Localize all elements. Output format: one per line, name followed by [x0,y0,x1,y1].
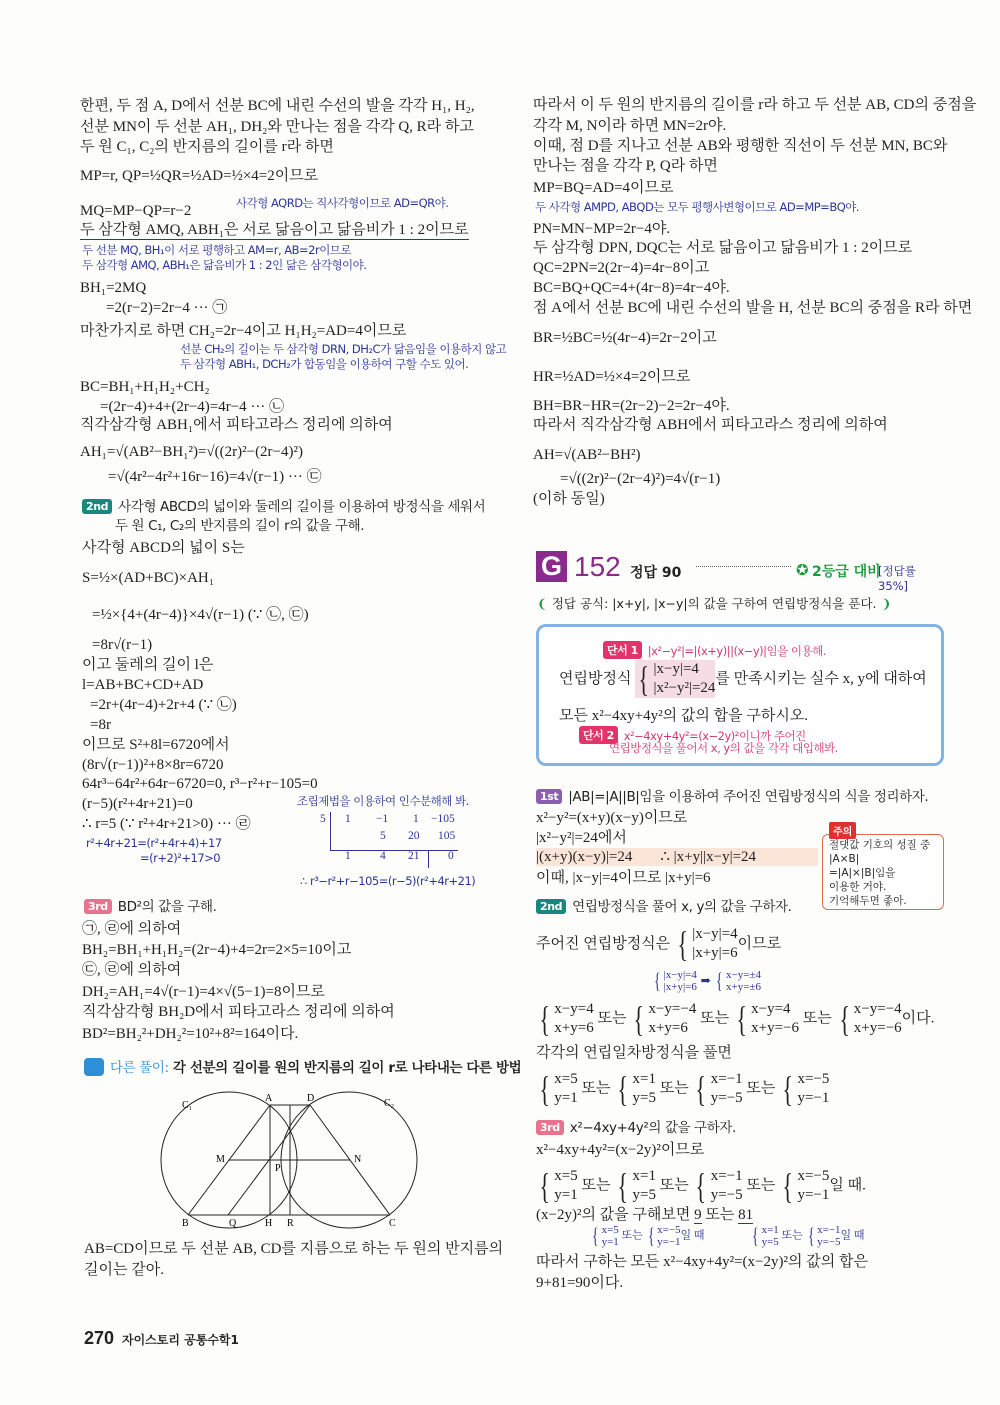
text-line: AB=CD이므로 두 선분 AB, CD를 지름으로 하는 두 원의 반지름의 [84,1241,504,1257]
step-title: 연립방정식을 풀어 x, y의 값을 구하자. [572,899,792,915]
math: ∴ |x+y||x−y|=24 [660,849,757,865]
coef: 1 [345,813,351,825]
solution: y=−5 [710,1090,743,1106]
text: 이므로 [737,936,782,952]
text-line: (이하 동일) [533,491,605,507]
coef: 1 [413,813,419,825]
formula-text: 정답 공식: |x+y|, |x−y|의 값을 구하여 연립방정식을 푼다. [551,596,877,611]
math-line: QC=2PN=2(2r−4)=4r−8이고 [533,260,710,276]
hint-tag: 단서 2 [579,726,618,744]
or-text: 또는 [597,1010,627,1027]
label-c2: C₂ [384,1098,395,1109]
math-line: x²−y²=(x+y)(x−y)이므로 [536,810,688,826]
alt-label: 다른 풀이: [110,1060,169,1076]
math-line: |x²−y²|=24에서 [536,830,627,846]
equation: x−y=−4 [648,1001,697,1017]
text-line: 9+81=90이다. [536,1275,624,1291]
solution: y=1 [554,1187,578,1203]
solution: x=−1 [710,1071,743,1087]
math-line: =√(4r²−4r²+16r−16)=4√(r−1) ··· ㉢ [108,469,322,485]
math-line: PN=MN−MP=2r−4야. [533,221,671,237]
solution: y=1 [601,1236,619,1248]
or-text: 또는 [802,1010,832,1027]
equation: |x+y|=6 [692,945,738,961]
given-line: 주어진 연립방정식은 { |x−y|=4 |x+y|=6 이므로 [536,924,782,964]
step-1st [536,788,928,806]
coef: −105 [431,813,455,825]
problem-line-1 [559,660,927,698]
divisor: 5 [320,813,326,825]
solution: y=1 [554,1090,578,1106]
step-3rd [536,1119,736,1137]
text-line: 두 원 C₁, C₂의 반지름의 길이를 r라 하면 [80,139,334,155]
text-line: 두 삼각형 DPN, DQC는 서로 닮음이고 닮음비가 1 : 2이므로 [533,240,913,256]
problem-number: 152 [574,551,621,582]
coef: 1 [345,850,351,862]
text-line: 이고 둘레의 길이 l은 [82,657,214,673]
step-title: x²−4xy+4y²의 값을 구하자. [569,1120,736,1136]
equation: |x−y|=4 [653,661,699,677]
step-badge: 3rd [536,1120,564,1135]
math-line: l=AB+BC+CD+AD [82,677,204,693]
problem-letter: G [536,551,567,582]
caution-text: |A×B| [829,853,860,865]
equation: x+y=−6 [751,1020,800,1036]
note-81: { x=1 y=5 또는 { x=−1 y=−5 일 때 [752,1223,865,1248]
solution: y=−1 [797,1090,830,1106]
or-text: 또는 [621,1229,643,1242]
equation: |x+y|=6 [663,981,697,993]
solution: x=1 [761,1224,779,1236]
math-line: =2r+(4r−4)+2r+4 (∵ ㉡) [90,697,237,713]
note: 사각형 AQRD는 직사각형이므로 AD=QR야. [236,196,449,210]
math-line: AH₁=√(AB²−BH₁²)=√((2r)²−(2r−4)²) [80,444,304,460]
systems-line: { x−y=4 x+y=6 또는 { x−y=−4 x+y=6 또는 { x−y=4 x+y=−6 또는 { x−y=−4 x+y=−6 이다. [539,999,935,1039]
caution-box [822,834,944,910]
coef: 21 [408,850,420,862]
synthetic-division [318,812,463,870]
text-line: 한편, 두 점 A, D에서 선분 BC에 내린 수선의 발을 각각 H₁, H₂, [80,98,475,114]
text-line: 직각삼각형 ABH₁에서 피타고라스 정리에 의하여 [80,417,393,433]
solution: x=−1 [710,1168,743,1184]
text-line: 각각 M, N이라 하면 MN=2r야. [533,118,727,134]
or-text: 또는 [705,1207,735,1223]
hint-text: x²−4xy+4y²=(x−2y)²이니까 주어진 [623,729,806,743]
page-number: 270 [84,1328,115,1348]
math-line: =8r√(r−1) [92,637,153,653]
math-line: MQ=MP−QP=r−2 [80,203,192,219]
value-81: 81 [738,1207,754,1223]
note: =(r+2)²+17>0 [140,851,221,865]
math-line [536,1206,753,1224]
equation: |x−y|=4 [663,969,697,981]
text-line: ㉠, ㉣에 의하여 [82,921,182,937]
solution: y=−5 [817,1236,841,1248]
equation: |x²−y²|=24 [653,680,716,696]
solution: y=−5 [710,1187,743,1203]
answer: 정답 90 [630,565,682,581]
note: 조립제법을 이용하여 인수분해해 봐. [297,794,469,808]
math-line: x²−4xy+4y²=(x−2y)²이므로 [536,1142,705,1158]
step-title: |AB|=|A||B|임을 이용하여 주어진 연립방정식의 식을 정리하자. [568,789,929,805]
text: 일 때 [680,1229,705,1242]
label-h: H [265,1218,273,1229]
step-badge: 2nd [82,499,112,514]
label-r: R [287,1218,294,1229]
solution: y=5 [632,1090,656,1106]
note: r²+4r+21=(r²+4r+4)+17 [86,836,222,850]
math-line: DH₂=AH₁=4√(r−1)=4×√(5−1)=8이므로 [82,984,325,1000]
hint-2-cont: 연립방정식을 풀어서 x, y의 값을 각각 대입해봐. [609,741,838,755]
text-line: ㉢, ㉣에 의하여 [82,962,182,978]
text: 일 때. [829,1177,866,1194]
text-line: 길이는 같아. [84,1262,164,1278]
coef: 105 [438,830,456,842]
math-line: =½×{4+(4r−4)}×4√(r−1) (∵ ㉡, ㉢) [92,607,309,623]
math-line: (8r√(r−1))²+8×8r=6720 [82,757,224,773]
or-text: 또는 [659,1177,689,1194]
solution: y=−1 [657,1236,681,1248]
or-text: 또는 [659,1080,689,1097]
or-text: 또는 [781,1229,803,1242]
or-text: 또는 [746,1177,776,1194]
problem-header [536,551,946,593]
step-title-cont: 두 원 C₁, C₂의 반지름의 길이 r의 값을 구해. [115,518,365,534]
solution: x=−5 [657,1224,681,1236]
book-title: 자이스토리 공통수학1 [122,1333,239,1347]
hint-text: |x²−y²|=|(x+y)||(x−y)|임을 이용해. [647,644,826,658]
or-text: 또는 [581,1080,611,1097]
correct-rate: [정답률 35%] [878,564,916,593]
solutions-line: { x=5 y=1 또는 { x=1 y=5 또는 { x=−1 y=−5 또는 { x=−5 y=−1 [539,1069,830,1109]
text-line: 이때, 점 D를 지나고 선분 AB와 평행한 직선이 두 선분 MN, BC와 [533,138,948,154]
arrow-right-icon: ➡ [700,973,711,988]
equation: |x−y|=4 [692,926,738,942]
hint-1 [603,641,826,659]
equation: x−y=−4 [853,1001,902,1017]
text-line: 만나는 점을 각각 P, Q라 하면 [533,158,718,174]
equation: x+y=6 [554,1020,594,1036]
or-text: 또는 [700,1010,730,1027]
text-line: 따라서 구하는 모든 x²−4xy+4y²=(x−2y)²의 값의 합은 [536,1254,868,1270]
step-title: 사각형 ABCD의 넓이와 둘레의 길이를 이용하여 방정식을 세워서 [118,499,486,515]
equation: x−y=4 [751,1001,791,1017]
math-line: 마찬가지로 하면 CH₂=2r−4이고 H₁H₂=AD=4이므로 [80,323,407,339]
math: |(x+y)(x−y)|=24 [536,849,633,865]
math-line: =2(r−2)=2r−4 ··· ㉠ [106,300,228,316]
math-line: BH₂=BH₁+H₁H₂=(2r−4)+4=2r=2×5=10이고 [82,942,352,958]
equation: x+y=−6 [853,1020,902,1036]
note: 선분 CH₂의 길이는 두 삼각형 DRN, DH₂C가 닮음임을 이용하지 않고 [180,342,507,356]
text-line: 따라서 직각삼각형 ABH에서 피타고라스 정리에 의하여 [533,417,888,433]
math-line: 이때, |x−y|=4이므로 |x+y|=6 [536,870,711,886]
problem-text: 를 만족시키는 실수 x, y에 대하여 [715,671,927,687]
text: 주어진 연립방정식은 [536,936,671,952]
label-c1: C₁ [182,1100,193,1111]
caution-text: =|A|×|B|임을 [829,867,896,879]
text-line: 이므로 S²+8l=6720에서 [82,737,230,753]
text-line: 직각삼각형 BH₂D에서 피타고라스 정리에 의하여 [82,1004,395,1020]
problem-text: 연립방정식 [559,671,632,687]
math-line: 64r³−64r²+64r−6720=0, r³−r²+r−105=0 [82,776,318,792]
solution: x=1 [632,1071,656,1087]
text-line: 점 A에서 선분 BC에 내린 수선의 발을 H, 선분 BC의 중점을 R라 하면 [533,300,973,316]
text: (x−2y)²의 값을 구해보면 [536,1207,691,1223]
coef: −1 [376,813,389,825]
coef: 5 [380,830,386,842]
math-line: MP=r, QP=½QR=½AD=½×4=2이므로 [80,168,319,184]
caution-tag: 주의 [829,822,856,839]
dice-icon [84,1058,104,1076]
coef: 4 [380,850,386,862]
math-line-highlight [536,848,818,866]
step-badge: 1st [536,789,562,804]
solution: x=−5 [797,1168,830,1184]
problem-box [536,624,944,766]
text: 이다. [901,1010,935,1027]
text-line: 각각의 연립일차방정식을 풀면 [536,1045,732,1061]
math-line: ∴ r=5 (∵ r²+4r+21>0) ··· ㉣ [82,816,251,832]
note: 두 삼각형 ABH₁, DCH₂가 합동임을 이용하여 구할 수도 있어. [180,357,469,371]
coef: 20 [408,830,420,842]
label-q: Q [229,1218,237,1229]
math-line: =√((2r)²−(2r−4)²)=4√(r−1) [560,471,721,487]
or-text: 또는 [581,1177,611,1194]
solution: x=−5 [797,1071,830,1087]
equation-system: { |x−y|=4 |x²−y²|=24 [635,660,715,698]
solution: x=−1 [817,1224,841,1236]
label-n: N [354,1154,362,1165]
value-9: 9 [694,1207,702,1223]
alt-solution-header [84,1058,521,1077]
coef: 0 [448,850,454,862]
step-badge: 3rd [84,899,112,914]
math-line: =(2r−4)+4+(2r−4)=4r−4 ··· ㉡ [100,399,285,415]
math-line: BC=BH₁+H₁H₂+CH₂ [80,379,210,395]
math-line: BC=BQ+QC=4+(4r−8)=4r−4야. [533,280,730,296]
equation: x+y=±6 [726,981,761,993]
label-m: M [216,1154,225,1165]
note: 두 삼각형 AMQ, ABH₁은 닮음비가 1 : 2인 닮은 삼각형이야. [82,258,367,272]
label-a: A [265,1093,273,1104]
text: 일 때 [840,1229,865,1242]
level: 2등급 대비 [812,564,881,580]
caution-text: 이용한 거야. [829,881,887,893]
math-line: BH=BR−HR=(2r−2)−2=2r−4야. [533,398,730,414]
label-p: P [275,1163,281,1174]
solution: y=5 [761,1236,779,1248]
text-line: 따라서 이 두 원의 반지름의 길이를 r라 하고 두 선분 AB, CD의 중점을 [533,97,977,113]
math-line: BH₁=2MQ [80,280,147,296]
transform-note: { |x−y|=4 |x+y|=6 ➡ { x−y=±4 x+y=±6 [654,968,761,993]
label-d: D [307,1093,315,1104]
step-3rd [84,898,217,916]
label-c: C [389,1218,396,1229]
two-circles-diagram [150,1090,420,1230]
math-line: AH=√(AB²−BH²) [533,447,641,463]
math-line: BR=½BC=½(4r−4)=2r−2이고 [533,330,717,346]
math-line: =8r [90,717,111,733]
note-9: { x=5 y=1 또는 { x=−5 y=−1 일 때 [592,1223,705,1248]
or-text: 또는 [746,1080,776,1097]
alt-title: 각 선분의 길이를 원의 반지름의 길이 r로 나타내는 다른 방법 [172,1060,522,1076]
equation: x−y=±4 [726,969,761,981]
note: 두 선분 MQ, BH₁이 서로 평행하고 AM=r, AB=2r이므로 [82,243,352,257]
note: 두 사각형 AMPD, ABQD는 모두 평행사변형이므로 AD=MP=BQ야. [535,200,860,214]
caution-text: 기억해두면 좋아. [829,895,907,907]
caution-text: 절댓값 기호의 성질 중 [829,839,931,851]
math-line: 두 삼각형 AMQ, ABH₁은 서로 닮음이고 닮음비가 1 : 2이므로 [80,222,469,238]
solution: x=5 [601,1224,619,1236]
step-2nd [536,898,792,916]
math-line: BD²=BH₂²+DH₂²=10²+8²=164이다. [82,1026,299,1042]
label-b: B [182,1218,189,1229]
note: ∴ r³−r²+r−105=(r−5)(r²+4r+21) [300,874,476,888]
math-line: S=½×(AD+BC)×AH₁ [82,570,214,586]
text-line: 선분 MN이 두 선분 AH₁, DH₂와 만나는 점을 각각 Q, R라 하고 [80,119,474,135]
step-2nd [82,498,485,516]
step-badge: 2nd [536,899,566,914]
problem-line-2: 모든 x²−4xy+4y²의 값의 합을 구하시오. [559,708,809,724]
equation: x+y=6 [648,1020,688,1036]
math-line: HR=½AD=½×4=2이므로 [533,369,691,385]
solution: y=5 [632,1187,656,1203]
solution: y=−1 [797,1187,830,1203]
solution: x=5 [554,1168,578,1184]
answer-formula: ❨ 정답 공식: |x+y|, |x−y|의 값을 구하여 연립방정식을 푼다. ❩ [537,596,892,611]
equation: x−y=4 [554,1001,594,1017]
solution: x=1 [632,1168,656,1184]
solution: x=5 [554,1071,578,1087]
math-line: MP=BQ=AD=4이므로 [533,180,674,196]
star-icon: ✪ [796,563,809,579]
math-line: (r−5)(r²+4r+21)=0 [82,796,193,812]
hint-tag: 단서 1 [603,641,642,659]
text-line: 사각형 ABCD의 넓이 S는 [82,540,245,556]
solutions-line: { x=5 y=1 또는 { x=1 y=5 또는 { x=−1 y=−5 또는 { x=−5 y=−1 일 때. [539,1166,866,1206]
step-title: BD²의 값을 구해. [117,899,217,915]
